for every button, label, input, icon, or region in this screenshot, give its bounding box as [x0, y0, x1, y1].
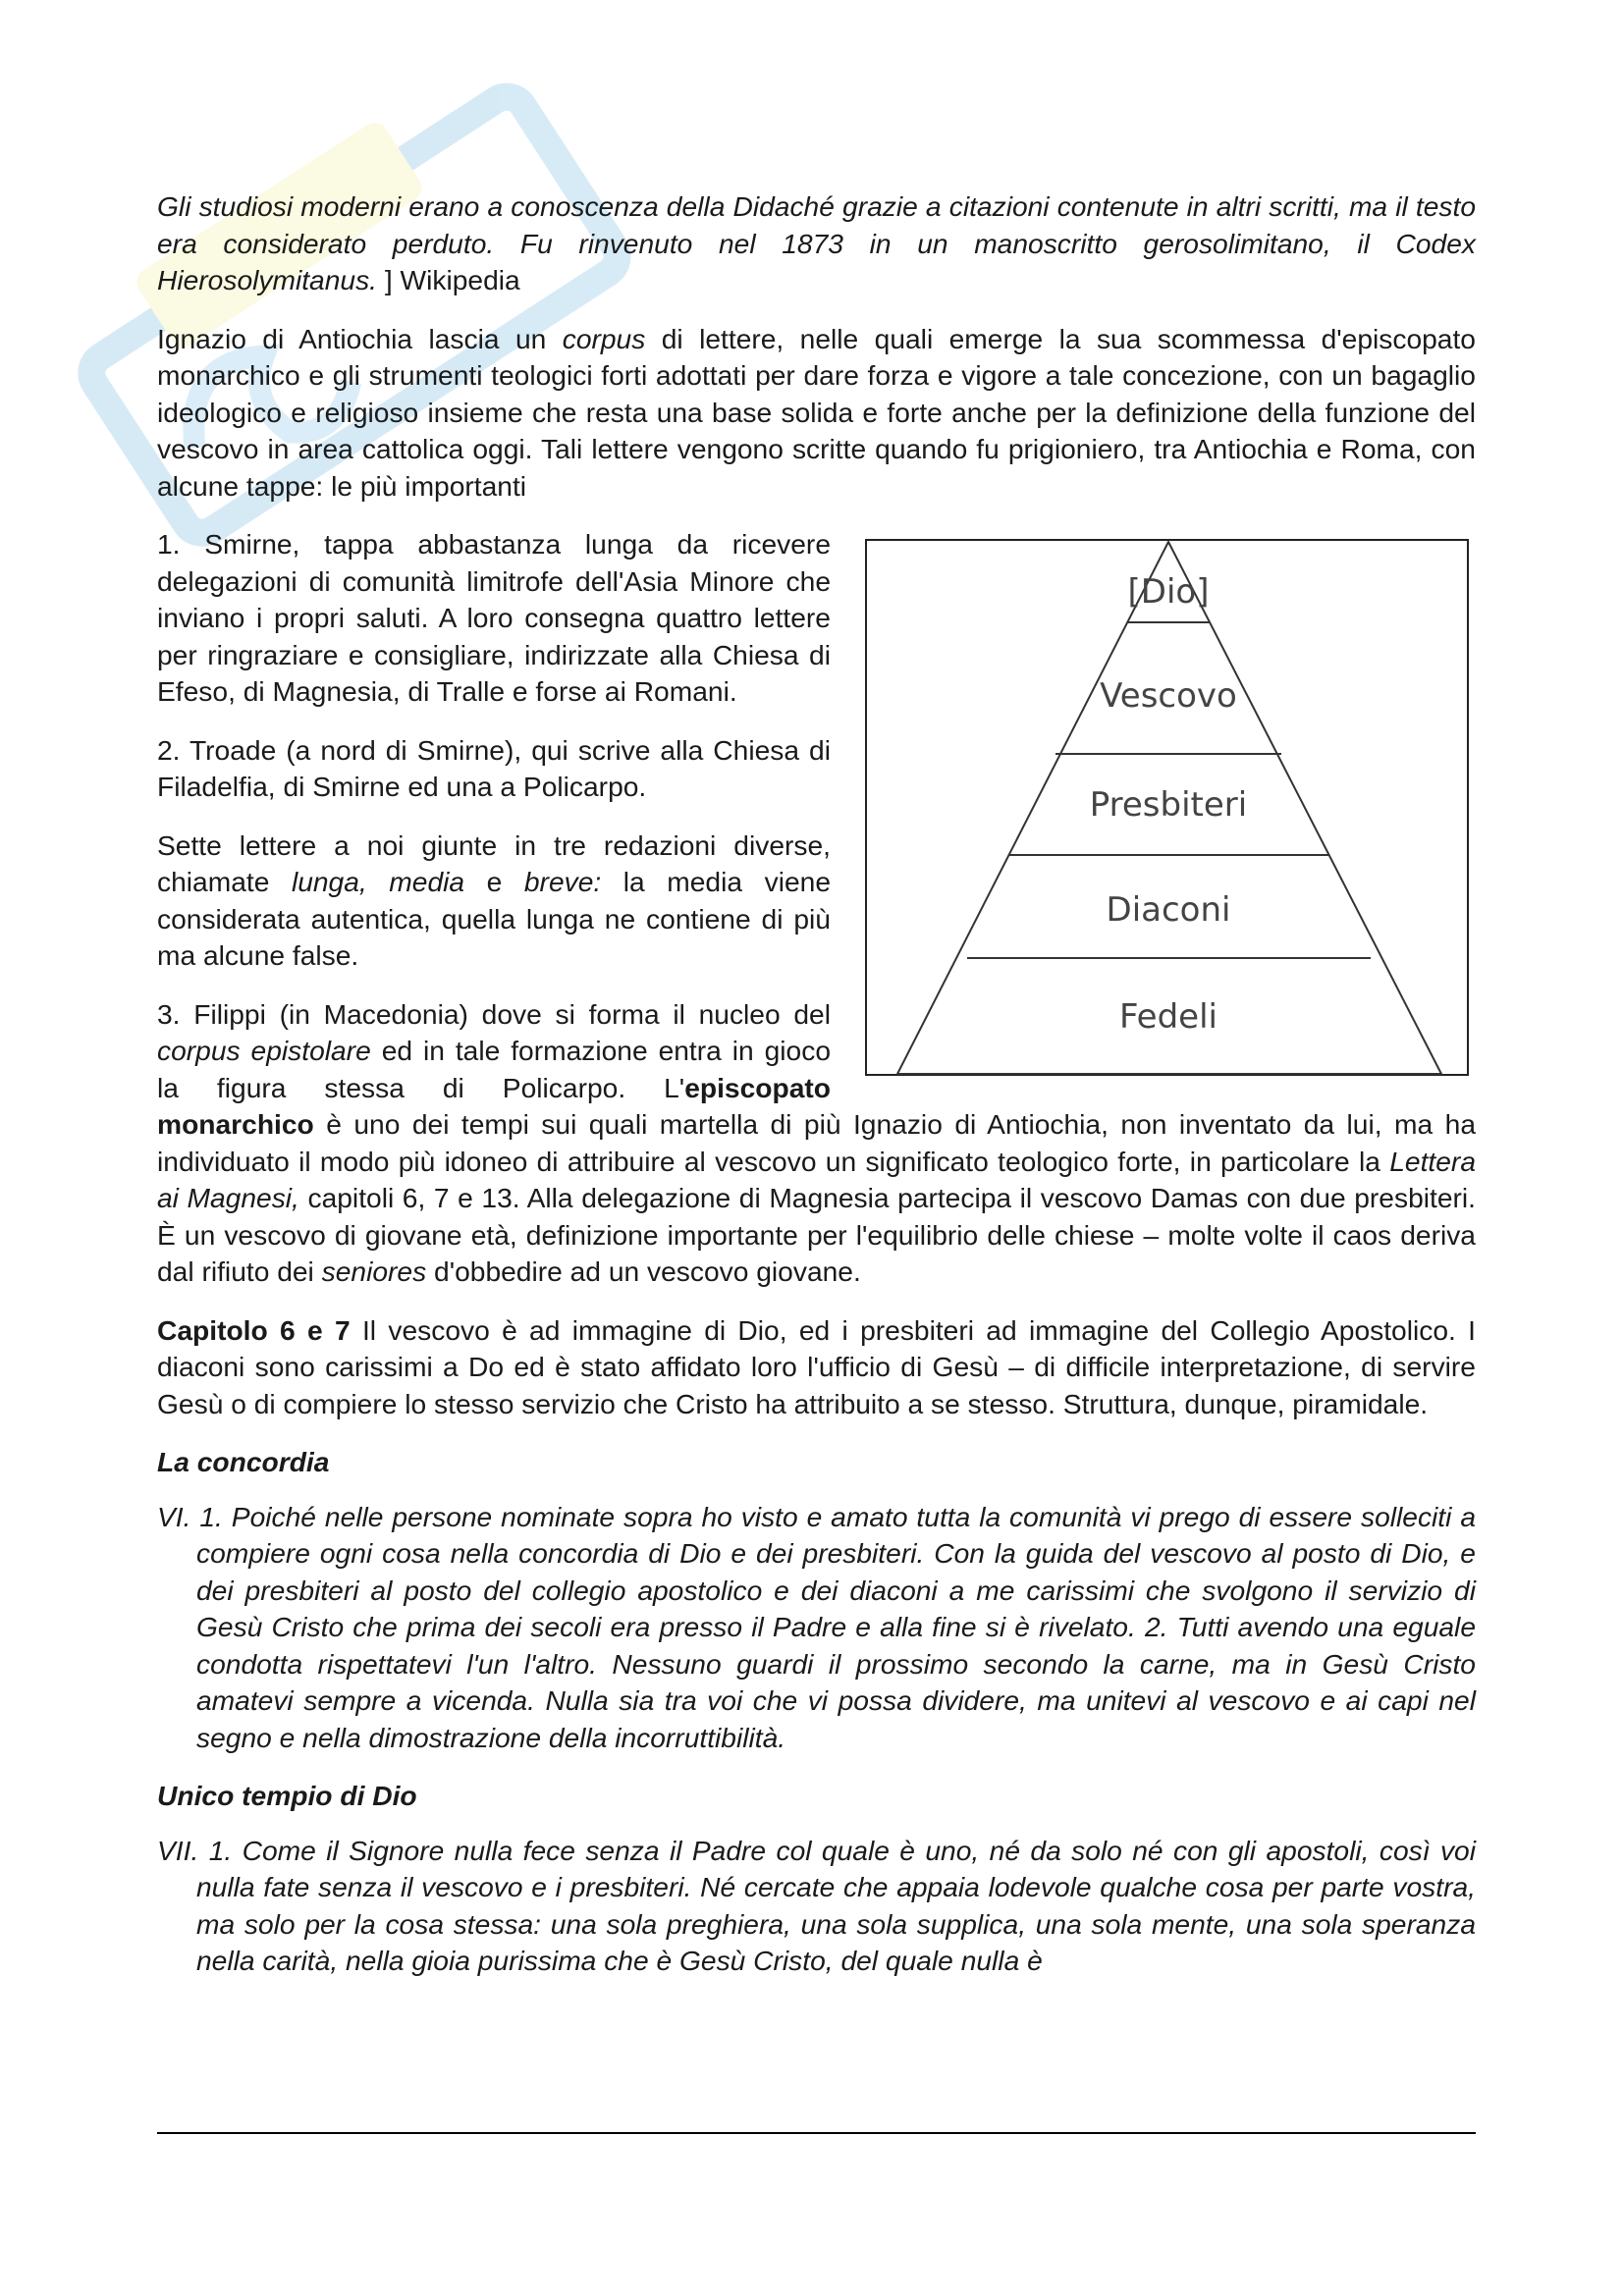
paragraph-troade: 2. Troade (a nord di Smirne), qui scrive alla Chiesa di Filadelfia, di Smirne ed una a Policarpo. [157, 733, 831, 802]
text-span: di lettere, nelle quali emerge la sua scommessa d'episcopato monarchico e gli strumenti teologici forti adottati per dare forza e vigore a tale concezione, con un bagaglio ideologico e religioso insieme che resta una base solida e forte anche per la definizione della funzione del vescovo in area cattolica oggi. Tali lettere vengono scritte quando fu prigioniero, tra Antiochia e Roma, con alcune tappe: le più importanti [157, 322, 1476, 502]
emphasis-corpus: corpus [562, 322, 646, 354]
heading-concordia: La concordia [157, 1446, 330, 1477]
text-span: è uno dei tempi sui quali martella di più Ignazio di Antiochia, non inventato da lui, ma ha individuato il modo più idoneo di attribuire al vescovo un significato teologico forte, in particolare la [157, 1108, 1476, 1177]
text-span: capitoli 6, 7 e 13. Alla delegazione di Magnesia partecipa il vescovo Damas con due presbiteri. È un vescovo di giovane età, definizione importante per l'equilibrio delle chiese – molte volte il caos deriva dal rifiuto dei [157, 1182, 1476, 1287]
wikipedia-source: ] Wikipedia [377, 264, 520, 295]
emphasis: lunga, media [291, 866, 465, 897]
text-span: ed in tale formazione entra in gioco la figura stessa di Policarpo. L' [157, 1035, 832, 1103]
pyramid-level-presbiteri: Presbiteri [1089, 785, 1248, 825]
pyramid-level-dio: [Dio] [1127, 572, 1210, 612]
document-page [157, 188, 1476, 2002]
footer-rule [157, 2132, 1476, 2134]
quote-vii: VII. 1. Come il Signore nulla fece senza il Padre col quale è uno, né da solo né con gli apostoli, così voi nulla fate senza il vescovo e i presbiteri. Né cercate che appaia lodevole qualche cosa per parte vostra, ma solo per la cosa stessa: una sola preghiera, una sola supplica, una sola mente, una sola speranza nella carità, nella gioia purissima che è Gesù Cristo, del quale nulla è [157, 1834, 1476, 1976]
pyramid-level-diaconi: Diaconi [1106, 890, 1231, 930]
paragraph-didache [157, 188, 1476, 299]
pyramid-level-fedeli: Fedeli [1118, 997, 1218, 1037]
heading-unico-tempio: Unico tempio di Dio [157, 1780, 417, 1811]
emphasis: corpus epistolare [157, 1035, 371, 1066]
didache-quote: Gli studiosi moderni erano a conoscenza della Didaché grazie a citazioni contenute in altri scritti, ma il testo era considerato perduto. Fu rinvenuto nel 1873 in un manoscritto gerosolimitano, il Codex Hierosolymitanus. [157, 190, 1476, 295]
text-span: 3. Filippi (in Macedonia) dove si forma il nucleo del [157, 997, 831, 1030]
pyramid-figure [858, 532, 1476, 1082]
text-span: Il vescovo è ad immagine di Dio, ed i presbiteri ad immagine del Collegio Apostolico. I diaconi sono carissimi a Do ed è stato affidato loro l'ufficio di Gesù – di difficile interpretazione, di servire Gesù o di compiere lo stesso servizio che Cristo ha attribuito a se stesso. Struttura, dunque, piramidale. [157, 1313, 1476, 1419]
text-span: e [464, 866, 524, 897]
paragraph-ignazio [157, 321, 1476, 506]
emphasis: Lettera ai Magnesi, [157, 1145, 1476, 1213]
text-span: Sette lettere a noi giunte in tre redazioni diverse, chiamate [157, 828, 831, 897]
quote-vi: VI. 1. Poiché nelle persone nominate sopra ho visto e amato tutta la comunità vi prego di essere solleciti a compiere ogni cosa nella concordia di Dio e dei presbiteri. Con la guida del vescovo al posto di Dio, e dei presbiteri al posto del collegio apostolico e dei diaconi a me carissimi che svolgono il servizio di Gesù Cristo che prima dei secoli era presso il Padre e alla fine si è rivelato. 2. Tutti avendo una eguale condotta rispettatevi l'un l'altro. Nessuno guardi il prossimo secondo la carne, ma in Gesù Cristo amatevi sempre a vicenda. Nulla sia tra voi che vi possa dividere, ma unitevi al vescovo e ai capi nel segno e nella dimostrazione della incorruttibilità. [157, 1500, 1476, 1753]
paragraph-smirne: 1. Smirne, tappa abbastanza lunga da ricevere delegazioni di comunità limitrofe dell'Asia Minore che inviano i propri saluti. A loro consegna quattro lettere per ringraziare e consigliare, indirizzate alla Chiesa di Efeso, di Magnesia, di Tralle e forse ai Romani. [157, 528, 831, 707]
pyramid-diagram [858, 532, 1476, 1082]
emphasis: breve: [523, 866, 602, 897]
pyramid-level-vescovo: Vescovo [1100, 676, 1237, 716]
paragraph-capitolo [157, 1312, 1476, 1423]
text-span: la media viene considerata autentica, quella lunga ne contiene di più ma alcune false. [157, 866, 831, 971]
text-span: d'obbedire ad un vescovo giovane. [426, 1255, 861, 1287]
text-span: Ignazio di Antiochia lascia un [157, 322, 563, 354]
strong-term: episcopato monarchico [157, 1071, 831, 1140]
emphasis: seniores [321, 1255, 427, 1287]
strong-term: Capitolo 6 e 7 [157, 1313, 351, 1346]
